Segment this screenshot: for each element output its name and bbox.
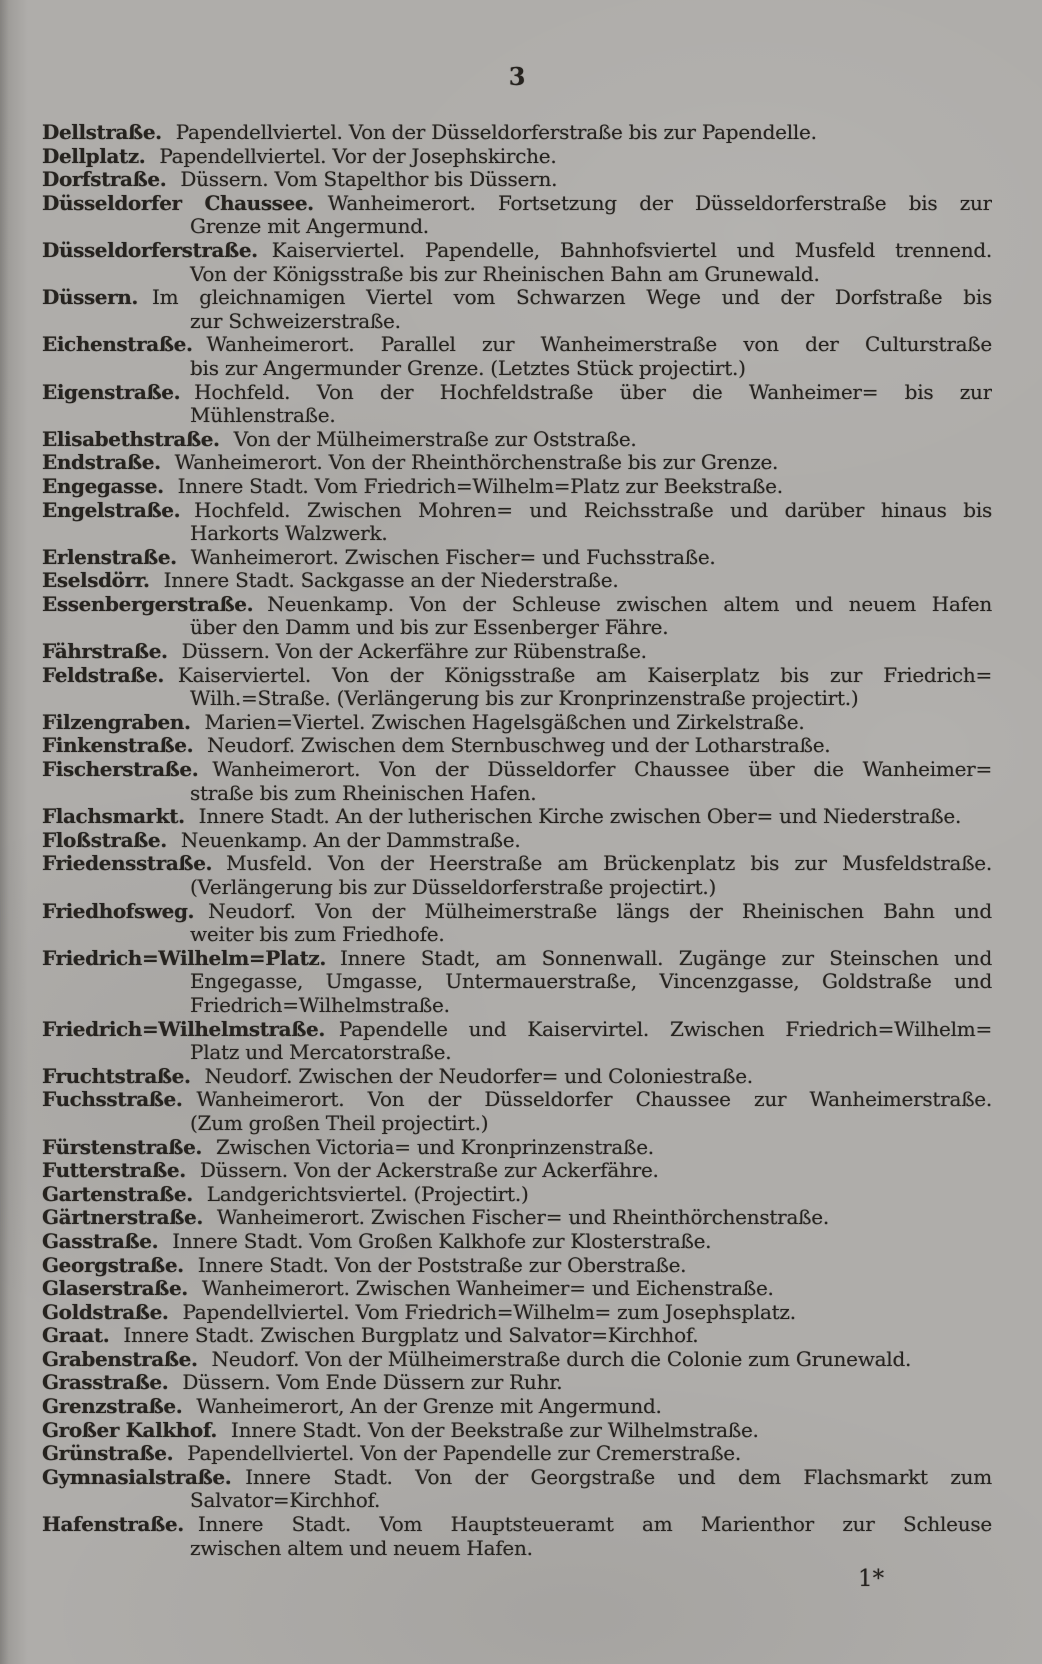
entry-text-line: Essenbergerstraße. Neuenkamp. Von der Schleuse zwischen altem und neuem Hafen <box>42 592 992 616</box>
entry-text-line: Futterstraße. Düssern. Von der Ackerstraße zur Ackerfähre. <box>42 1159 659 1183</box>
directory-entry <box>42 475 992 499</box>
directory-entry <box>42 145 992 169</box>
entry-continuation-line: Harkorts Walzwerk. <box>190 522 388 546</box>
directory-entry <box>42 711 992 735</box>
street-name: Fuchsstraße. <box>42 1088 183 1112</box>
directory-entry <box>42 1371 992 1395</box>
street-name: Essenbergerstraße. <box>42 592 254 616</box>
street-name: Finkenstraße. <box>42 734 194 758</box>
street-name: Friedensstraße. <box>42 852 213 876</box>
street-name: Goldstraße. <box>42 1300 169 1324</box>
street-name: Fischerstraße. <box>42 758 199 782</box>
entry-text-line: Großer Kalkhof. Innere Stadt. Von der Beekstraße zur Wilhelmstraße. <box>42 1418 759 1442</box>
street-name: Futterstraße. <box>42 1159 186 1183</box>
street-name: Engegasse. <box>42 474 164 498</box>
entry-text-line: Elisabethstraße. Von der Mülheimerstraße zur Oststraße. <box>42 427 637 451</box>
entry-text-line: Gärtnerstraße. Wanheimerort. Zwischen Fischer= und Rheinthörchenstraße. <box>42 1206 829 1230</box>
street-name: Gasstraße. <box>42 1229 159 1253</box>
directory-entry <box>42 1301 992 1325</box>
entry-text-line: Friedhofsweg. Neudorf. Von der Mülheimerstraße längs der Rheinischen Bahn und <box>42 899 992 923</box>
directory-entry <box>42 1395 992 1419</box>
entry-continuation-line: (Verlängerung bis zur Düsseldorferstraße projectirt.) <box>190 876 717 899</box>
street-name: Erlenstraße. <box>42 545 177 569</box>
entry-continuation-line: Von der Königsstraße bis zur Rheinischen Bahn am Grunewald. <box>190 262 820 286</box>
directory-entry <box>42 947 992 1018</box>
entry-text-line: Eigenstraße. Hochfeld. Von der Hochfeldstraße über die Wanheimer= bis zur <box>42 380 992 404</box>
entry-text-line: Düsseldorfer Chaussee. Wanheimerort. Fortsetzung der Düsseldorferstraße bis zur <box>42 191 992 215</box>
entry-continuation-line: straße bis zum Rheinischen Hafen. <box>190 781 537 805</box>
entry-continuation-line: zur Schweizerstraße. <box>190 309 401 333</box>
street-name: Dellplatz. <box>42 144 146 168</box>
entry-text-line: Engelstraße. Hochfeld. Zwischen Mohren= und Reichsstraße und darüber hinaus bis <box>42 498 992 522</box>
street-name: Georgstraße. <box>42 1253 184 1277</box>
directory-entry <box>42 1065 992 1089</box>
street-name: Grünstraße. <box>42 1442 174 1466</box>
directory-entry <box>42 569 992 593</box>
directory-entry <box>42 1466 992 1513</box>
entry-continuation-line: Grenze mit Angermund. <box>190 215 429 239</box>
entry-text-line: Grenzstraße. Wanheimerort, An der Grenze mit Angermund. <box>42 1395 662 1419</box>
directory-entry <box>42 286 992 333</box>
street-name: Dorfstraße. <box>42 168 167 192</box>
directory-entry <box>42 664 992 711</box>
street-name: Filzengraben. <box>42 710 191 734</box>
street-name: Dellstraße. <box>42 121 162 144</box>
entry-text-line: Feldstraße. Kaiserviertel. Von der Königsstraße am Kaiserplatz bis zur Friedrich= <box>42 663 992 687</box>
entry-text-line: Hafenstraße. Innere Stadt. Vom Hauptsteueramt am Marienthor zur Schleuse <box>42 1513 992 1537</box>
entry-text-line: Goldstraße. Papendellviertel. Vom Friedrich=Wilhelm= zum Josephsplatz. <box>42 1300 796 1324</box>
street-name: Endstraße. <box>42 451 161 475</box>
street-name: Fährstraße. <box>42 640 168 664</box>
directory-entry <box>42 1230 992 1254</box>
entry-continuation-line: Mühlenstraße. <box>190 404 336 428</box>
entry-text-line: Flachsmarkt. Innere Stadt. An der lutherischen Kirche zwischen Ober= und Niederstraße. <box>42 805 962 829</box>
street-name: Fruchtstraße. <box>42 1064 191 1088</box>
directory-entry <box>42 1136 992 1160</box>
entry-text-line: Graat. Innere Stadt. Zwischen Burgplatz und Salvator=Kirchhof. <box>42 1324 699 1348</box>
entry-continuation-line: weiter bis zum Friedhofe. <box>190 923 445 947</box>
street-name: Hafenstraße. <box>42 1513 184 1537</box>
street-name: Fürstenstraße. <box>42 1135 202 1159</box>
directory-entry <box>42 900 992 947</box>
directory-entry <box>42 640 992 664</box>
entry-continuation-line: Wilh.=Straße. (Verlängerung bis zur Kronprinzenstraße projectirt.) <box>190 687 859 711</box>
street-name: Graat. <box>42 1324 110 1348</box>
entry-continuation-line: Salvator=Kirchhof. <box>190 1489 381 1513</box>
entry-text-line: Düsseldorferstraße. Kaiserviertel. Papendelle, Bahnhofsviertel und Musfeld trennend. <box>42 238 992 262</box>
entry-text-line: Dellstraße. Papendellviertel. Von der Düsseldorferstraße bis zur Papendelle. <box>42 121 817 144</box>
entry-text-line: Filzengraben. Marien=Viertel. Zwischen Hagelsgäßchen und Zirkelstraße. <box>42 710 805 734</box>
entry-text-line: Floßstraße. Neuenkamp. An der Dammstraße. <box>42 828 521 852</box>
directory-entry <box>42 829 992 853</box>
entry-text-line: Finkenstraße. Neudorf. Zwischen dem Sternbuschweg und der Lotharstraße. <box>42 734 831 758</box>
street-name: Friedhofsweg. <box>42 899 195 923</box>
entry-text-line: Fürstenstraße. Zwischen Victoria= und Kronprinzenstraße. <box>42 1135 654 1159</box>
street-name: Düsseldorfer Chaussee. <box>42 191 314 215</box>
entry-continuation-line: (Zum großen Theil projectirt.) <box>190 1111 489 1135</box>
entry-text-line: Engegasse. Innere Stadt. Vom Friedrich=Wilhelm=Platz zur Beekstraße. <box>42 474 783 498</box>
entry-text-line: Endstraße. Wanheimerort. Von der Rheinthörchenstraße bis zur Grenze. <box>42 451 779 475</box>
directory-entry <box>42 1419 992 1443</box>
directory-entry <box>42 1277 992 1301</box>
street-name: Floßstraße. <box>42 828 167 852</box>
directory-entry <box>42 1088 992 1135</box>
directory-entry <box>42 1348 992 1372</box>
street-name: Gartenstraße. <box>42 1182 193 1206</box>
street-name: Grenzstraße. <box>42 1395 183 1419</box>
street-name: Feldstraße. <box>42 663 164 687</box>
street-name: Gärtnerstraße. <box>42 1206 203 1230</box>
entry-continuation-line: zwischen altem und neuem Hafen. <box>190 1536 533 1560</box>
entry-text-line: Fährstraße. Düssern. Von der Ackerfähre zur Rübenstraße. <box>42 640 647 664</box>
directory-entry <box>42 192 992 239</box>
signature-mark: 1* <box>858 1566 885 1592</box>
street-name: Engelstraße. <box>42 498 181 522</box>
entry-text-line: Düssern. Im gleichnamigen Viertel vom Schwarzen Wege und der Dorfstraße bis <box>42 286 992 310</box>
street-name: Großer Kalkhof. <box>42 1418 217 1442</box>
street-name: Grabenstraße. <box>42 1347 198 1371</box>
directory-entry <box>42 1254 992 1278</box>
directory-entry <box>42 1206 992 1230</box>
page-content <box>42 64 992 1560</box>
directory-entry <box>42 734 992 758</box>
directory-entry <box>42 381 992 428</box>
entry-continuation-line: Engegasse, Umgasse, Untermauerstraße, Vincenzgasse, Goldstraße und <box>190 970 992 994</box>
street-name: Friedrich=Wilhelmstraße. <box>42 1017 325 1041</box>
entry-text-line: Gymnasialstraße. Innere Stadt. Von der Georgstraße und dem Flachsmarkt zum <box>42 1465 992 1489</box>
street-name: Glaserstraße. <box>42 1277 188 1301</box>
directory-entry <box>42 333 992 380</box>
entry-text-line: Grünstraße. Papendellviertel. Von der Papendelle zur Cremerstraße. <box>42 1442 742 1466</box>
street-name: Friedrich=Wilhelm=Platz. <box>42 946 326 970</box>
directory-entry <box>42 1513 992 1560</box>
directory-entry <box>42 1159 992 1183</box>
directory-entry <box>42 451 992 475</box>
directory-entry <box>42 1183 992 1207</box>
directory-entry <box>42 805 992 829</box>
entry-text-line: Friedensstraße. Musfeld. Von der Heerstraße am Brückenplatz bis zur Musfeldstraße. <box>42 852 992 876</box>
directory-entry <box>42 758 992 805</box>
street-name: Eigenstraße. <box>42 380 181 404</box>
street-directory-list <box>42 121 992 1560</box>
entry-text-line: Eichenstraße. Wanheimerort. Parallel zur Wanheimerstraße von der Culturstraße <box>42 333 992 357</box>
street-name: Flachsmarkt. <box>42 805 185 829</box>
directory-entry <box>42 1442 992 1466</box>
page-number: 3 <box>508 62 526 91</box>
directory-entry <box>42 593 992 640</box>
entry-text-line: Friedrich=Wilhelmstraße. Papendelle und Kaiservirtel. Zwischen Friedrich=Wilhelm= <box>42 1017 992 1041</box>
entry-text-line: Dellplatz. Papendellviertel. Vor der Josephskirche. <box>42 144 557 168</box>
street-name: Düssern. <box>42 286 138 310</box>
directory-entry <box>42 546 992 570</box>
entry-continuation-line: über den Damm und bis zur Essenberger Fähre. <box>190 616 669 640</box>
street-name: Grasstraße. <box>42 1371 169 1395</box>
street-name: Eselsdörr. <box>42 569 150 593</box>
directory-entry <box>42 499 992 546</box>
entry-continuation-line: Platz und Mercatorstraße. <box>190 1041 452 1065</box>
entry-text-line: Friedrich=Wilhelm=Platz. Innere Stadt, am Sonnenwall. Zugänge zur Steinschen und <box>42 946 992 970</box>
directory-entry <box>42 428 992 452</box>
directory-entry <box>42 1324 992 1348</box>
directory-entry <box>42 168 992 192</box>
street-name: Eichenstraße. <box>42 333 193 357</box>
street-name: Gymnasialstraße. <box>42 1465 232 1489</box>
entry-text-line: Grasstraße. Düssern. Vom Ende Düssern zur Ruhr. <box>42 1371 563 1395</box>
entry-text-line: Eselsdörr. Innere Stadt. Sackgasse an der Niederstraße. <box>42 569 619 593</box>
entry-text-line: Gasstraße. Innere Stadt. Vom Großen Kalkhofe zur Klosterstraße. <box>42 1229 712 1253</box>
directory-entry <box>42 121 992 145</box>
entry-text-line: Georgstraße. Innere Stadt. Von der Poststraße zur Oberstraße. <box>42 1253 687 1277</box>
street-name: Elisabethstraße. <box>42 427 220 451</box>
entry-text-line: Fischerstraße. Wanheimerort. Von der Düsseldorfer Chaussee über die Wanheimer= <box>42 758 992 782</box>
directory-entry <box>42 852 992 899</box>
entry-text-line: Glaserstraße. Wanheimerort. Zwischen Wanheimer= und Eichenstraße. <box>42 1277 774 1301</box>
directory-entry <box>42 239 992 286</box>
entry-continuation-line: Friedrich=Wilhelmstraße. <box>190 993 450 1017</box>
entry-text-line: Dorfstraße. Düssern. Vom Stapelthor bis Düssern. <box>42 168 558 192</box>
entry-text-line: Grabenstraße. Neudorf. Von der Mülheimerstraße durch die Colonie zum Grunewald. <box>42 1347 912 1371</box>
directory-entry <box>42 1018 992 1065</box>
entry-text-line: Erlenstraße. Wanheimerort. Zwischen Fischer= und Fuchsstraße. <box>42 545 716 569</box>
street-name: Düsseldorferstraße. <box>42 238 258 262</box>
entry-text-line: Fuchsstraße. Wanheimerort. Von der Düsseldorfer Chaussee zur Wanheimerstraße. <box>42 1088 992 1112</box>
entry-text-line: Fruchtstraße. Neudorf. Zwischen der Neudorfer= und Coloniestraße. <box>42 1064 753 1088</box>
entry-continuation-line: bis zur Angermunder Grenze. (Letztes Stück projectirt.) <box>190 356 746 380</box>
entry-text-line: Gartenstraße. Landgerichtsviertel. (Projectirt.) <box>42 1182 529 1206</box>
